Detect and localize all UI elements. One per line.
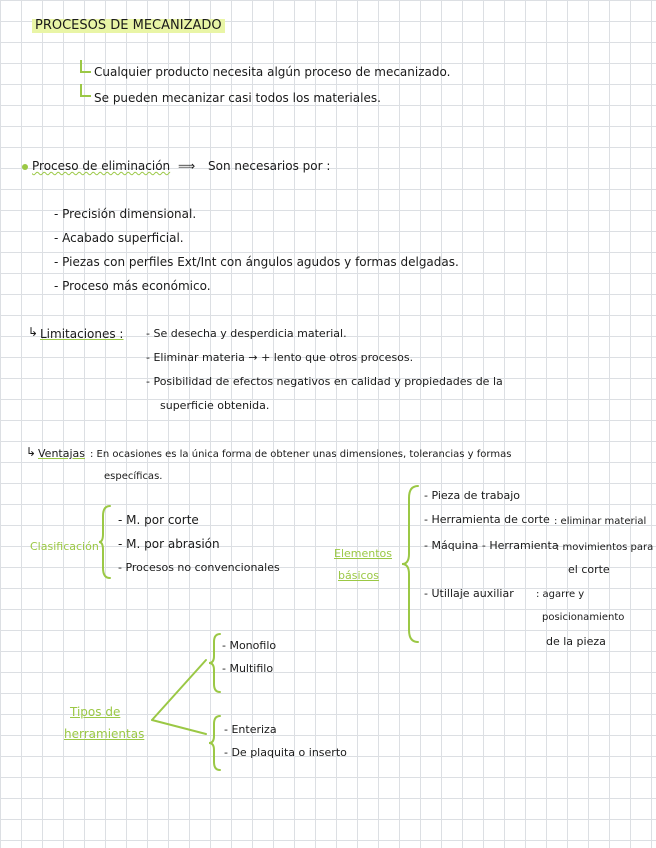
list-item: - Acabado superficial. [54,231,184,245]
basic-elements-label: básicos [338,569,380,582]
list-item: - Enteriza [224,723,277,736]
advantages-text: específicas. [104,471,163,482]
list-item: - Piezas con perfiles Ext/Int con ángulos agudos y formas delgadas. [54,255,459,269]
arrow-icon [80,84,91,97]
list-item: - Precisión dimensional. [54,207,197,221]
list-item: - Multifilo [222,662,274,675]
page-title: PROCESOS DE MECANIZADO [32,19,225,33]
brace-icon [98,504,112,580]
list-item: - Pieza de trabajo [424,489,521,502]
list-item: - Se desecha y desperdicia material. [146,327,347,340]
brace-icon [208,714,222,772]
list-item: - Eliminar materia → + lento que otros procesos. [146,351,414,364]
intro-line: Cualquier producto necesita algún proceso de mecanizado. [94,65,451,79]
tool-types-label: herramientas [64,727,145,741]
list-item: - Posibilidad de efectos negativos en calidad y propiedades de la [146,375,503,388]
elimination-label: Proceso de eliminación [32,159,171,173]
tool-types-label: Tipos de [70,705,121,719]
advantages-label: Ventajas [38,447,85,460]
limitations-label: Limitaciones : [40,327,124,341]
list-item: - Procesos no convencionales [118,561,280,574]
list-item-note: posicionamiento [542,612,625,623]
list-item: - Monofilo [222,639,277,652]
implies-arrow: ⟹ [178,159,196,173]
list-item: - Proceso más económico. [54,279,211,293]
arrow-icon [80,60,91,73]
list-item: - M. por abrasión [118,537,220,551]
list-item-note: : agarre y [536,589,585,600]
advantages-text: : En ocasiones es la única forma de obtener unas dimensiones, tolerancias y formas [90,449,512,460]
list-item-note: el corte [568,563,610,576]
list-item: - M. por corte [118,513,199,527]
brace-icon [208,632,222,694]
corner-arrow-icon: ↳ [28,325,39,339]
list-item: superficie obtenida. [160,399,270,412]
list-item: - Utillaje auxiliar [424,587,514,600]
brace-icon [400,484,420,644]
classification-label: Clasificación [30,540,99,553]
list-item-note: : movimientos para [556,542,654,553]
list-item: - Herramienta de corte [424,513,550,526]
basic-elements-label: Elementos [334,547,393,560]
corner-arrow-icon: ↳ [26,445,37,459]
list-item-note: de la pieza [546,635,606,648]
elimination-reason: Son necesarios por : [208,159,331,173]
intro-line: Se pueden mecanizar casi todos los materiales. [94,91,381,105]
list-item: - Máquina - Herramienta [424,539,559,552]
branch-lines-icon [150,656,210,736]
bullet-icon [22,164,28,170]
list-item-note: : eliminar material [554,516,647,527]
list-item: - De plaquita o inserto [224,746,347,759]
